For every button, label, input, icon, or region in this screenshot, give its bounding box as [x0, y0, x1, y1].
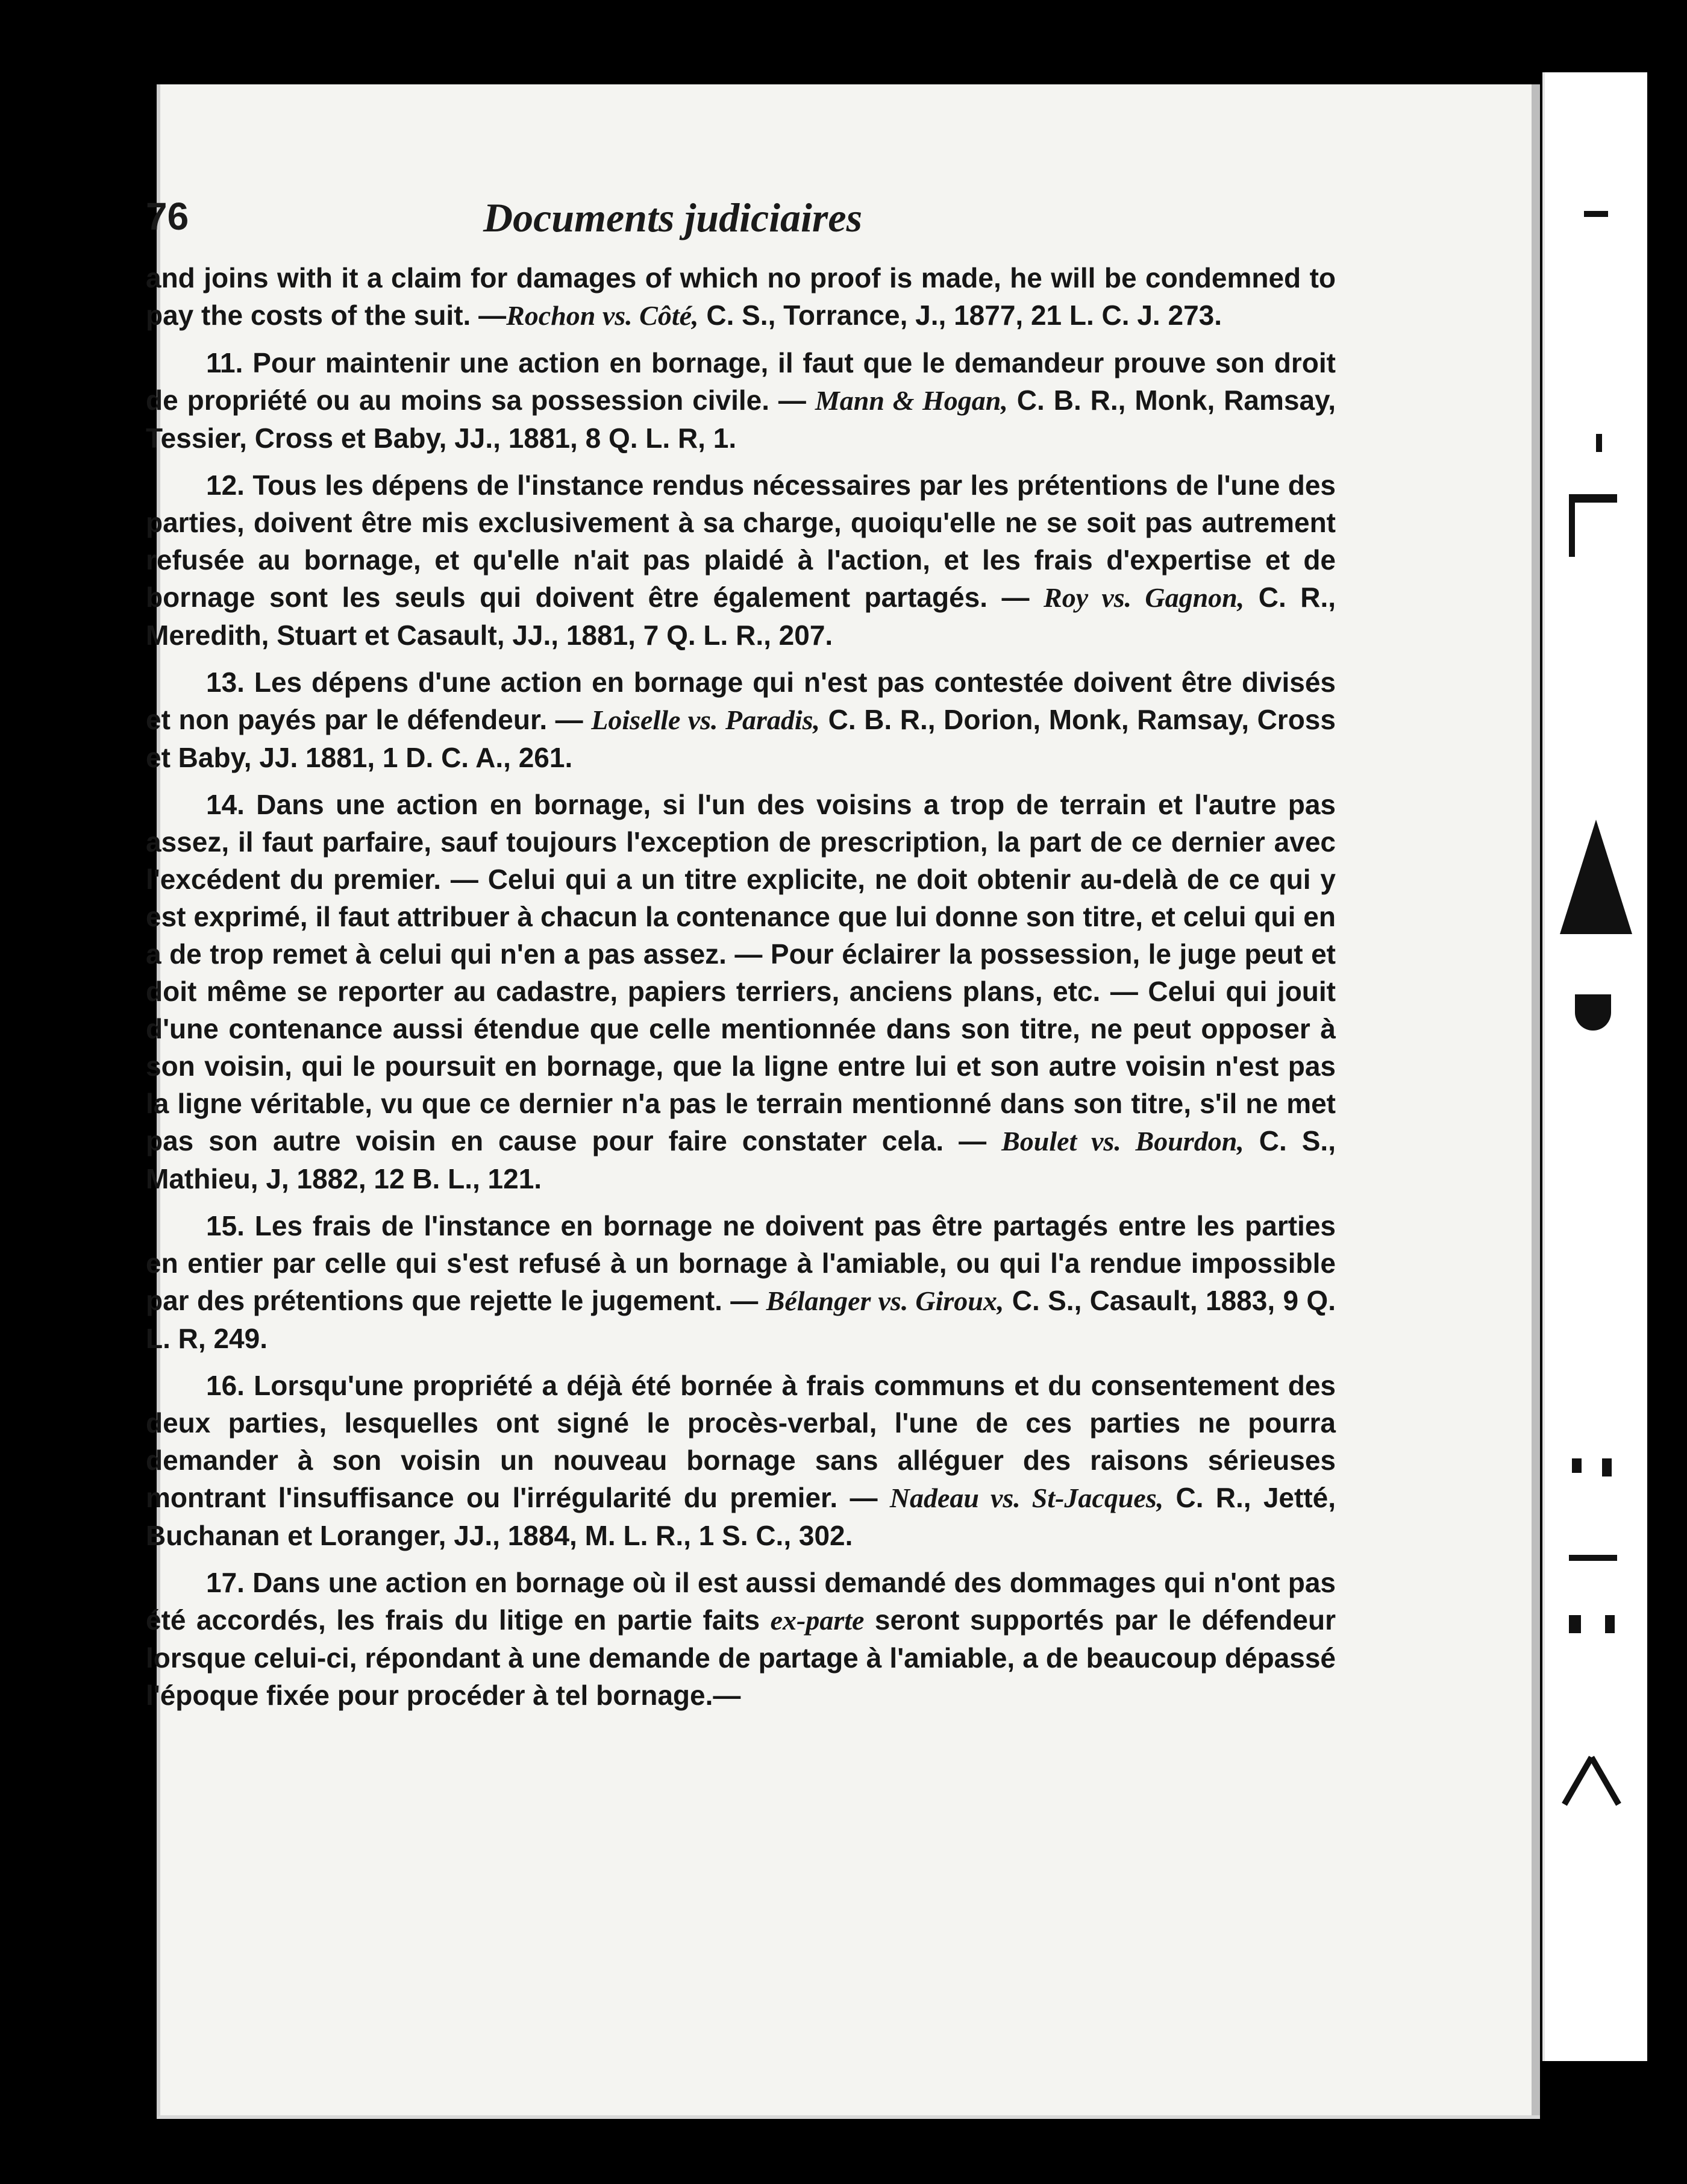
paragraph-10: [146, 259, 1336, 334]
paragraph-16: [146, 1367, 1336, 1554]
paragraph-text: 15. Les frais de l'instance en bornage ne doivent pas être partagés entre les parties en entier par celle qui s'est refusé à un bornage à l'amiable, ou qui l'a rendue impossible par des prétentions que rejette le jugement. —: [146, 1210, 1336, 1316]
paragraph-text: and joins with it a claim for damages of which no proof is made, he will be condemned to pay the costs of the suit. —: [146, 262, 1336, 331]
scan-mark: [1560, 820, 1632, 934]
scan-mark: [1584, 211, 1608, 217]
body-text: [146, 259, 1336, 1724]
scan-mark: [1589, 1756, 1621, 1806]
paragraph-text: 13. Les dépens d'une action en bornage qui n'est pas contestée doivent être divisés et non payés par le défendeur. —: [146, 667, 1336, 735]
paragraph-text: 11. Pour maintenir une action en bornage, il faut que le demandeur prouve son droit de propriété ou au moins sa possession civile. —: [146, 347, 1336, 416]
scan-mark: [1602, 1458, 1612, 1476]
paragraph-text: C. R., Meredith, Stuart et Casault, JJ., 1881, 7 Q. L. R., 207.: [146, 582, 1336, 651]
paragraph-12: [146, 466, 1336, 654]
paragraph-text: C. R., Jetté, Buchanan et Loranger, JJ., 1884, M. L. R., 1 S. C., 302.: [146, 1482, 1336, 1551]
paragraph-15: [146, 1207, 1336, 1357]
case-citation: Boulet vs. Bourdon,: [1001, 1126, 1244, 1156]
paragraph-14: [146, 786, 1336, 1197]
case-citation: Loiselle vs. Paradis,: [591, 704, 821, 735]
page-header: [146, 194, 1122, 248]
page-number: 76: [146, 195, 189, 238]
paragraph-text: C. S., Mathieu, J, 1882, 12 B. L., 121.: [146, 1125, 1336, 1194]
paragraph-text: 17. Dans une action en bornage où il est aussi demandé des dommages qui n'ont pas été accordés, les frais du litige en partie faits: [146, 1567, 1336, 1636]
paragraph-17: [146, 1564, 1336, 1714]
scan-mark: [1569, 494, 1617, 503]
paragraph-text: 14. Dans une action en bornage, si l'un des voisins a trop de terrain et l'autre pas assez, il faut parfaire, sauf toujours l'exception de prescription, la part de ce dernier avec l'excédent du premier. — Celui qui a un titre explicite, ne doit obtenir au-delà de ce qui y est exprimé, il faut attribuer à chacun la contenance que lui donne son titre, et celui qui en a de trop remet à celui qui n'en a pas assez. — Pour éclairer la possession, le juge peut et doit même se reporter au cadastre, papiers terriers, anciens plans, etc. — Celui qui jouit d'une contenance aussi étendue que celle mentionnée dans son titre, ne peut opposer à son voisin, qui le poursuit en bornage, que la ligne entre lui et son autre voisin n'est pas la ligne véritable, vu que ce dernier n'a pas le terrain mentionné dans son titre, s'il ne met pas son autre voisin en cause pour faire constater cela. —: [146, 789, 1336, 1156]
running-title: Documents judiciaires: [483, 195, 863, 240]
scan-mark: [1575, 994, 1611, 1031]
paragraph-11: [146, 344, 1336, 457]
paragraph-text: C. B. R., Monk, Ramsay, Tessier, Cross et Baby, JJ., 1881, 8 Q. L. R, 1.: [146, 384, 1336, 454]
page-edge: [1532, 84, 1540, 2115]
scan-mark: [1596, 434, 1602, 452]
scan-mark: [1572, 1458, 1582, 1473]
paragraph-text: C. S., Casault, 1883, 9 Q. L. R, 249.: [146, 1285, 1336, 1354]
case-citation: Mann & Hogan,: [815, 385, 1008, 416]
case-citation: Rochon vs. Côté,: [506, 300, 699, 331]
paragraph-text: seront supportés par le défendeur lorsque celui-ci, répondant à une demande de partage à l'amiable, a de beaucoup dépassé l'époque fixée pour procéder à tel bornage.—: [146, 1604, 1336, 1711]
scan-mark: [1605, 1615, 1615, 1633]
paragraph-text: 16. Lorsqu'une propriété a déjà été bornée à frais communs et du consentement des deux parties, lesquelles ont signé le procès-verbal, l'une de ces parties ne pourra demander à son voisin un nouveau bornage sans alléguer des raisons sérieuses montrant l'insuffisance ou l'irrégularité du premier. —: [146, 1370, 1336, 1513]
paragraph-text: 12. Tous les dépens de l'instance rendus nécessaires par les prétentions de l'une des parties, doivent être mis exclusivement à sa charge, quoiqu'elle ne se soit pas autrement refusée au bornage, et qu'elle n'ait pas plaidé à l'action, et les frais d'expertise et de bornage sont les seuls qui doivent être également partagés. —: [146, 469, 1336, 613]
scan-mark: [1569, 503, 1575, 557]
case-citation: Bélanger vs. Giroux,: [766, 1285, 1004, 1316]
case-citation: ex-parte: [770, 1605, 865, 1636]
case-citation: Roy vs. Gagnon,: [1044, 582, 1245, 613]
scan-mark: [1569, 1615, 1581, 1633]
paragraph-text: C. S., Torrance, J., 1877, 21 L. C. J. 273.: [698, 300, 1222, 331]
case-citation: Nadeau vs. St-Jacques,: [889, 1483, 1164, 1513]
scan-mark: [1562, 1756, 1594, 1806]
paragraph-text: C. B. R., Dorion, Monk, Ramsay, Cross et Baby, JJ. 1881, 1 D. C. A., 261.: [146, 704, 1336, 773]
paragraph-13: [146, 664, 1336, 776]
adjacent-page-strip: [1542, 72, 1647, 2061]
scan-mark: [1569, 1555, 1617, 1561]
